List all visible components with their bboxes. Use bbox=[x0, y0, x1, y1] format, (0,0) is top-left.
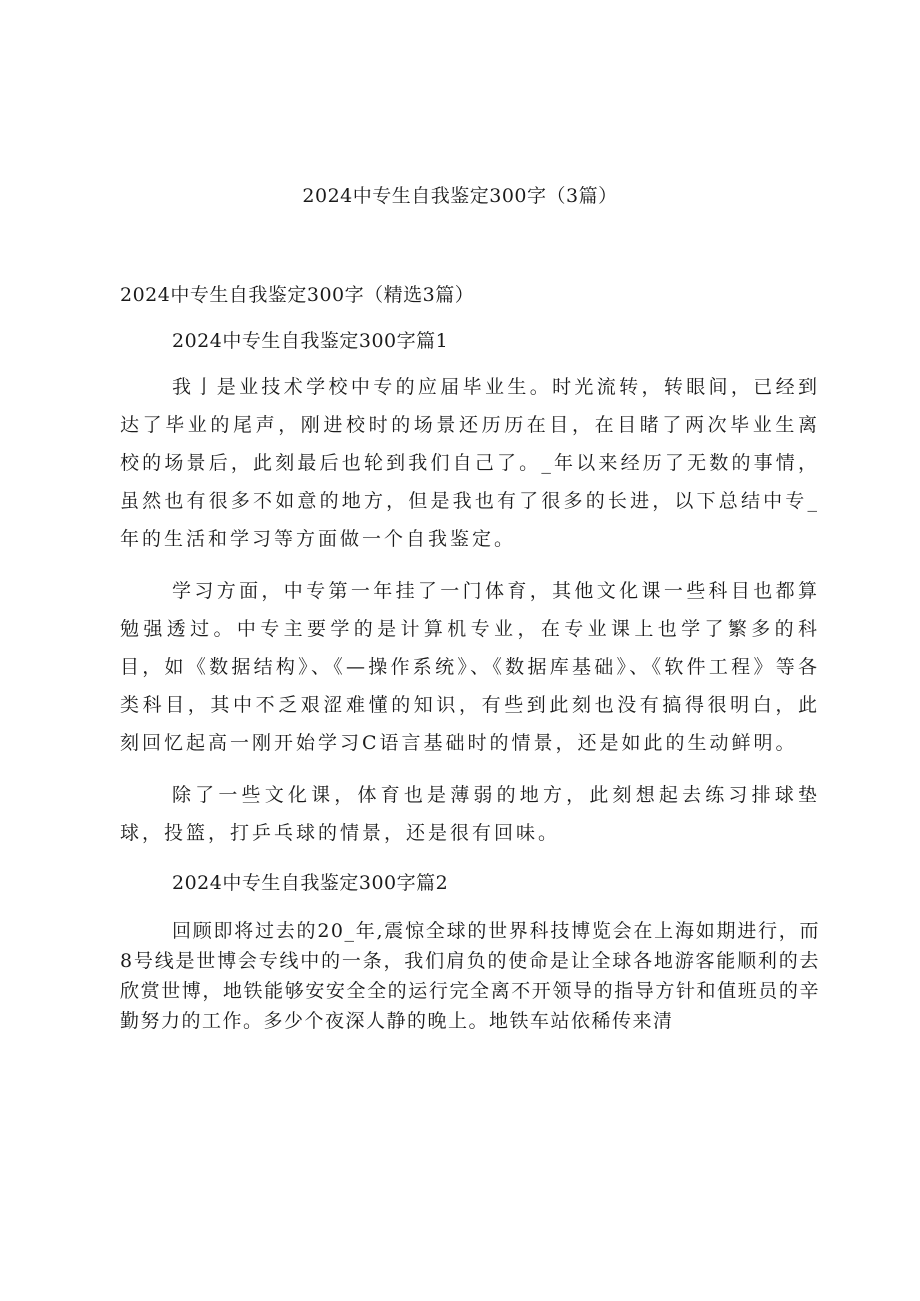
section-2-paragraph-1: 回顾即将过去的20_年,震惊全球的世界科技博览会在上海如期进行，而8号线是世博会专线中的一条，我们肩负的使命是让全球各地游客能顺利的去欣赏世博，地铁能够安安全全的运行完全离不开领导的指导方针和值班员的辛勤努力的工作。多少个夜深人静的晚上。地铁车站依稀传来清 bbox=[120, 920, 820, 1032]
section-heading-1: 2024中专生自我鉴定300字篇1 bbox=[172, 330, 449, 352]
section-1-paragraph-3: 除了一些文化课，体育也是薄弱的地方，此刻想起去练习排球垫球，投篮，打乒乓球的情景，还是很有回味。 bbox=[120, 784, 820, 844]
section-heading-2: 2024中专生自我鉴定300字篇2 bbox=[172, 872, 449, 894]
section-1-paragraph-2: 学习方面，中专第一年挂了一门体育，其他文化课一些科目也都算勉强透过。中专主要学的是计算机专业，在专业课上也学了繁多的科目，如《数据结构》、《—操作系统》、《数据库基础》、《软件工程》等各类科目，其中不乏艰涩难懂的知识，有些到此刻也没有搞得很明白，此刻回忆起高一刚开始学习C语言基础时的情景，还是如此的生动鲜明。 bbox=[120, 580, 820, 754]
document-body bbox=[120, 322, 820, 1036]
document-title: 2024中专生自我鉴定300字（3篇） bbox=[302, 185, 618, 207]
document-subtitle: 2024中专生自我鉴定300字（精选3篇） bbox=[120, 284, 475, 306]
section-1-paragraph-1: 我亅是业技术学校中专的应届毕业生。时光流转，转眼间，已经到达了毕业的尾声，刚进校时的场景还历历在目，在目睹了两次毕业生离校的场景后，此刻最后也轮到我们自己了。_年以来经历了无数的事情，虽然也有很多不如意的地方，但是我也有了很多的长进，以下总结中专_年的生活和学习等方面做一个自我鉴定。 bbox=[120, 376, 820, 550]
